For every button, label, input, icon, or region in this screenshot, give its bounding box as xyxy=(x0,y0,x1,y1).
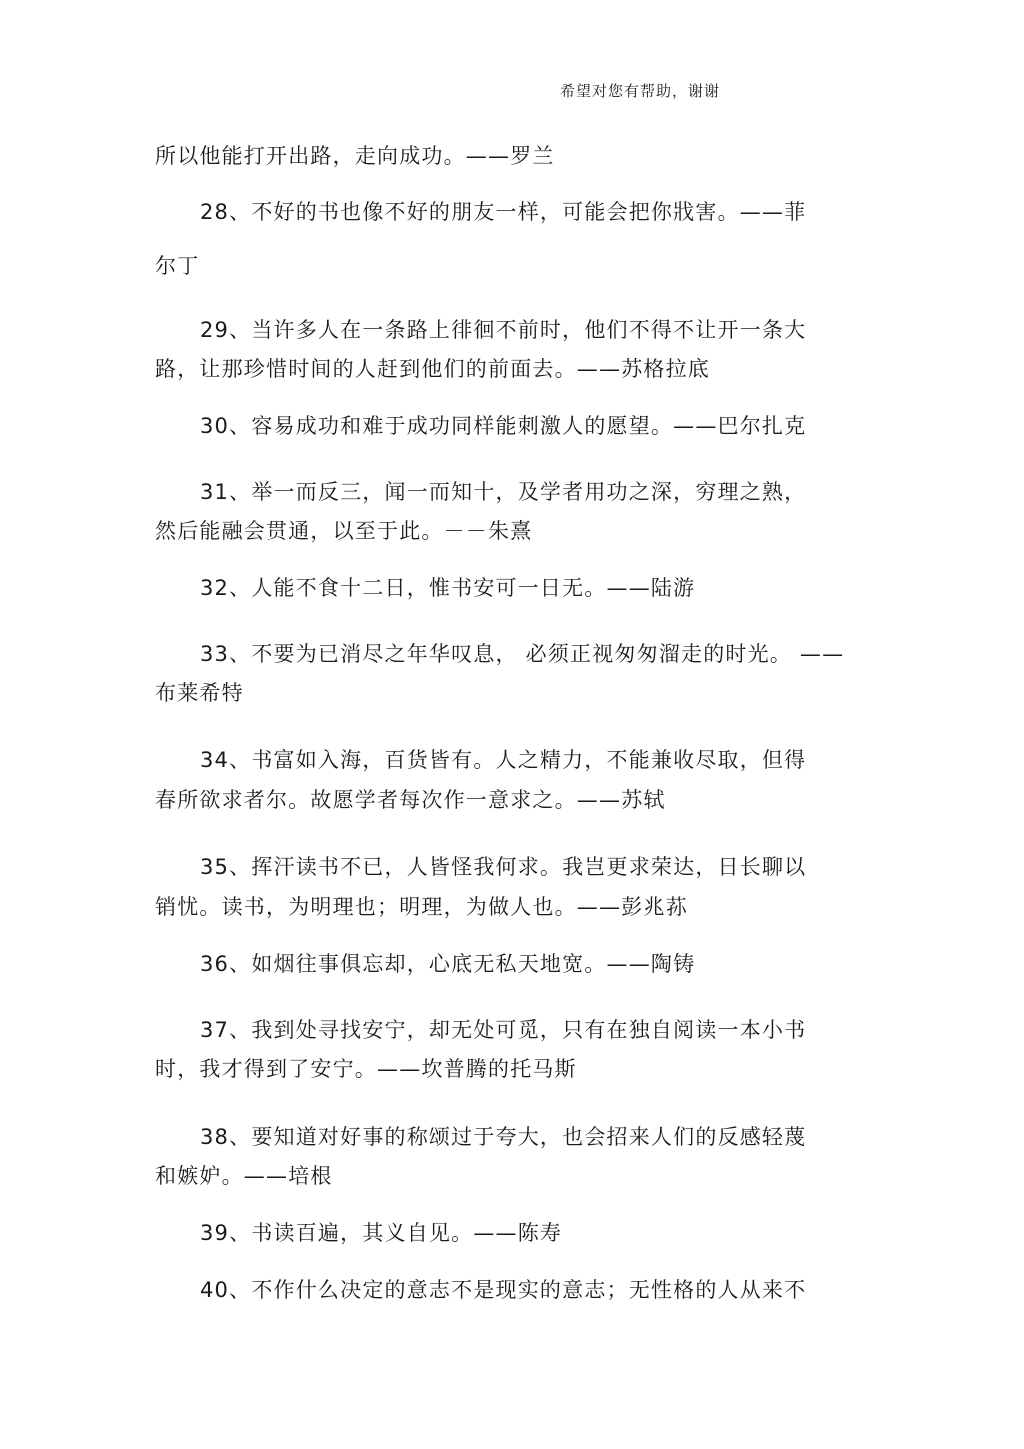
quote-34: 34、书富如入海，百货皆有。人之精力，不能兼收尽取，但得 xyxy=(200,748,807,772)
quote-32: 32、人能不食十二日，惟书安可一日无。——陆游 xyxy=(200,576,696,600)
quote-28: 28、不好的书也像不好的朋友一样，可能会把你戕害。——菲 xyxy=(200,200,807,224)
page-header: 希望对您有帮助，谢谢 xyxy=(560,82,721,100)
text-line: 然后能融会贯通，以至于此。－－朱熹 xyxy=(155,519,533,543)
quote-36: 36、如烟往事俱忘却，心底无私天地宽。——陶铸 xyxy=(200,952,696,976)
text-line: 和嫉妒。——培根 xyxy=(155,1164,333,1188)
quote-30: 30、容易成功和难于成功同样能刺激人的愿望。——巴尔扎克 xyxy=(200,414,807,438)
quote-31: 31、举一而反三，闻一而知十，及学者用功之深，穷理之熟， xyxy=(200,480,807,504)
text-line: 时，我才得到了安宁。——坎普腾的托马斯 xyxy=(155,1057,577,1081)
quote-39: 39、书读百遍，其义自见。——陈寿 xyxy=(200,1221,563,1245)
quote-29: 29、当许多人在一条路上徘徊不前时，他们不得不让开一条大 xyxy=(200,318,807,342)
quote-38: 38、要知道对好事的称颂过于夸大，也会招来人们的反感轻蔑 xyxy=(200,1125,807,1149)
text-line: 路，让那珍惜时间的人赶到他们的前面去。——苏格拉底 xyxy=(155,357,710,381)
quote-33: 33、不要为已消尽之年华叹息， 必须正视匆匆溜走的时光。 —— xyxy=(200,642,845,666)
text-line: 布莱希特 xyxy=(155,681,244,705)
text-line: 尔丁 xyxy=(155,254,200,278)
quote-35: 35、挥汗读书不已，人皆怪我何求。我岂更求荣达，日长聊以 xyxy=(200,855,807,879)
text-line: 销忧。读书，为明理也；明理，为做人也。——彭兆荪 xyxy=(155,895,688,919)
text-line: 春所欲求者尔。故愿学者每次作一意求之。——苏轼 xyxy=(155,788,666,812)
text-line: 所以他能打开出路，走向成功。——罗兰 xyxy=(155,144,555,168)
quote-40: 40、不作什么决定的意志不是现实的意志；无性格的人从来不 xyxy=(200,1278,807,1302)
quote-37: 37、我到处寻找安宁，却无处可觅，只有在独自阅读一本小书 xyxy=(200,1018,807,1042)
